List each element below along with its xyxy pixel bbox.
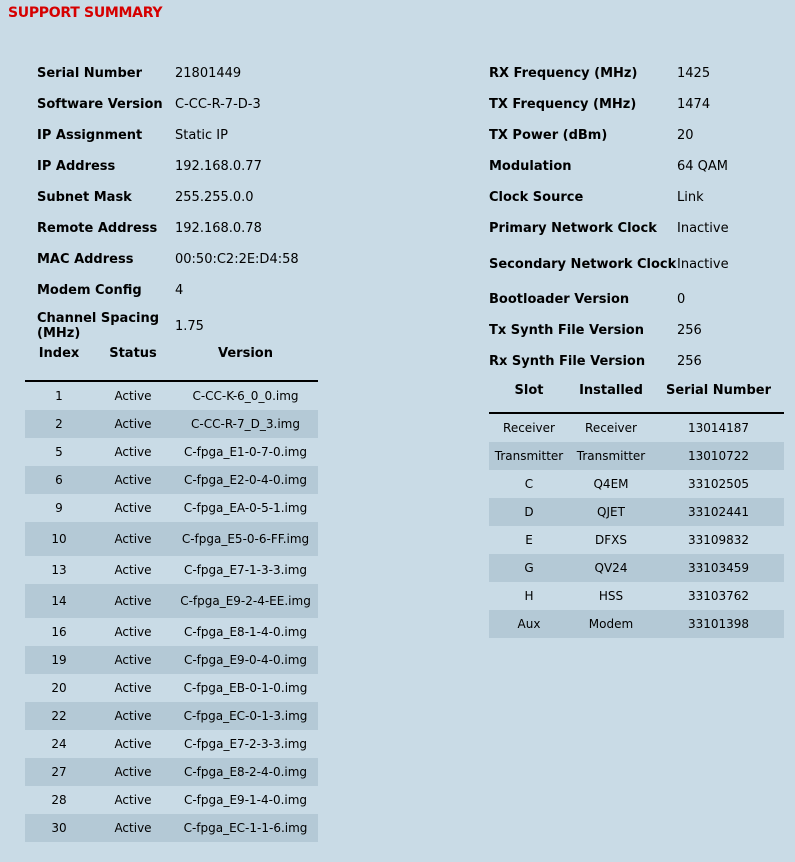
table-row [489, 413, 784, 442]
version-cell: C-fpga_E8-2-4-0.img [173, 758, 318, 786]
status-cell: Active [114, 563, 152, 577]
column-header-slot: Slot [489, 368, 569, 413]
installed-cell: HSS [598, 589, 624, 603]
radio-info-table [477, 58, 767, 377]
info-row-bootloader-version [477, 284, 767, 315]
table-row [25, 466, 318, 494]
info-row-channel-spacing [25, 306, 325, 346]
version-cell: C-fpga_E7-1-3-3.img [183, 563, 308, 577]
status-cell: Active [114, 681, 152, 695]
index-cell: 6 [25, 466, 93, 494]
installed-cell: Modem [569, 610, 653, 638]
info-row-remote-address [25, 213, 325, 244]
info-value: 64 QAM [677, 159, 729, 174]
info-row-modulation [477, 151, 767, 182]
info-value: 00:50:C2:2E:D4:58 [175, 252, 299, 267]
info-value: C-CC-R-7-D-3 [175, 97, 261, 112]
table-row [25, 758, 318, 786]
info-label: Secondary Network Clock [489, 256, 677, 272]
slot-cell: Receiver [503, 421, 555, 435]
info-row-mac-address [25, 244, 325, 275]
serial-cell: 33101398 [653, 610, 784, 638]
table-row [489, 470, 784, 498]
installed-cell: Q4EM [593, 477, 629, 491]
serial-cell: 13010722 [653, 442, 784, 470]
table-row [25, 646, 318, 674]
table-row [25, 556, 318, 584]
slot-cell: Transmitter [489, 442, 569, 470]
index-cell: 1 [55, 389, 63, 403]
installed-cell: Transmitter [569, 442, 653, 470]
info-value: Inactive [677, 256, 729, 272]
info-value: 256 [677, 323, 702, 338]
index-cell: 9 [55, 501, 63, 515]
status-cell: Active [114, 737, 152, 751]
info-label: IP Address [37, 159, 116, 174]
serial-cell: 33102441 [653, 498, 784, 526]
serial-cell: 33109832 [687, 533, 750, 547]
table-row [25, 522, 318, 556]
version-cell: C-fpga_E8-1-4-0.img [183, 625, 308, 639]
info-value: 1474 [677, 97, 711, 112]
info-value: 20 [677, 128, 694, 143]
table-row [25, 584, 318, 618]
slot-cell: G [489, 554, 569, 582]
index-cell: 30 [25, 814, 93, 842]
table-row [25, 674, 318, 702]
index-cell: 5 [55, 445, 63, 459]
table-header-row [25, 346, 318, 381]
info-value: 192.168.0.77 [175, 159, 262, 174]
version-cell: C-fpga_E2-0-4-0.img [173, 466, 318, 494]
version-cell: C-fpga_E5-0-6-FF.img [173, 522, 318, 556]
status-cell: Active [114, 389, 152, 403]
info-value: 192.168.0.78 [175, 221, 262, 236]
table-row [489, 498, 784, 526]
serial-cell: 13014187 [687, 421, 750, 435]
info-value: 1425 [677, 66, 711, 81]
slot-cell: C [524, 477, 534, 491]
info-value: Link [677, 190, 704, 205]
slot-cell: Aux [489, 610, 569, 638]
info-label: MAC Address [37, 252, 134, 267]
table-row [25, 438, 318, 466]
index-cell: 13 [51, 563, 67, 577]
column-header-installed: Installed [569, 368, 653, 413]
table-row [25, 702, 318, 730]
info-row-tx-synth-file-version [477, 315, 767, 346]
slot-cell: E [525, 533, 533, 547]
table-header-row [489, 368, 784, 413]
version-cell: C-CC-R-7_D_3.img [173, 410, 318, 438]
index-cell: 10 [25, 522, 93, 556]
column-header-version: Version [173, 346, 318, 381]
version-cell: C-fpga_EA-0-5-1.img [183, 501, 308, 515]
table-row [25, 730, 318, 758]
info-value: 1.75 [175, 318, 204, 334]
status-cell: Active [93, 410, 173, 438]
info-value: 4 [175, 283, 184, 298]
info-value: Inactive [677, 221, 729, 236]
info-row-tx-power [477, 120, 767, 151]
installed-cell: QJET [569, 498, 653, 526]
table-row [25, 494, 318, 522]
index-cell: 20 [51, 681, 67, 695]
installed-cell: Receiver [585, 421, 637, 435]
version-cell: C-fpga_E9-0-4-0.img [173, 646, 318, 674]
table-row [25, 381, 318, 410]
device-info-table [25, 58, 325, 346]
index-cell: 19 [25, 646, 93, 674]
table-row [25, 814, 318, 842]
table-row [25, 410, 318, 438]
software-version-table [25, 346, 318, 842]
info-row-modem-config [25, 275, 325, 306]
table-row [489, 610, 784, 638]
table-row [25, 618, 318, 646]
index-cell: 27 [25, 758, 93, 786]
info-row-ip-address [25, 151, 325, 182]
status-cell: Active [114, 501, 152, 515]
info-label: Rx Synth File Version [489, 354, 646, 369]
info-row-clock-source [477, 182, 767, 213]
index-cell: 28 [51, 793, 67, 807]
info-value: 256 [677, 354, 702, 369]
index-cell: 22 [25, 702, 93, 730]
version-cell: C-fpga_E9-2-4-EE.img [173, 584, 318, 618]
info-label: Software Version [37, 97, 163, 112]
table-row [489, 554, 784, 582]
info-row-ip-assignment [25, 120, 325, 151]
version-cell: C-fpga_E9-1-4-0.img [183, 793, 308, 807]
page-title: SUPPORT SUMMARY [8, 5, 163, 21]
serial-cell: 33103762 [687, 589, 750, 603]
index-cell: 24 [51, 737, 67, 751]
column-header-serial-number: Serial Number [653, 368, 784, 413]
info-label: Channel Spacing (MHz) [37, 311, 160, 341]
status-cell: Active [114, 445, 152, 459]
info-label: Bootloader Version [489, 292, 630, 307]
info-label: Tx Synth File Version [489, 323, 644, 338]
status-cell: Active [93, 814, 173, 842]
status-cell: Active [93, 758, 173, 786]
slot-inventory-table [489, 368, 784, 638]
info-value: 21801449 [175, 66, 242, 81]
index-cell: 16 [51, 625, 67, 639]
slot-cell: D [489, 498, 569, 526]
info-value: Static IP [175, 128, 228, 143]
info-label: Remote Address [37, 221, 158, 236]
info-row-serial-number [25, 58, 325, 89]
info-label: Modem Config [37, 283, 142, 298]
status-cell: Active [114, 793, 152, 807]
info-row-rx-frequency [477, 58, 767, 89]
table-row [489, 526, 784, 554]
version-cell: C-fpga_EC-0-1-3.img [173, 702, 318, 730]
status-cell: Active [93, 466, 173, 494]
column-header-index: Index [25, 346, 93, 381]
info-label: RX Frequency (MHz) [489, 66, 638, 81]
info-value: 255.255.0.0 [175, 190, 254, 205]
version-cell: C-fpga_E7-2-3-3.img [183, 737, 308, 751]
status-cell: Active [93, 702, 173, 730]
status-cell: Active [93, 584, 173, 618]
info-label: TX Power (dBm) [489, 128, 608, 143]
info-label: IP Assignment [37, 128, 143, 143]
slot-cell: H [524, 589, 534, 603]
table-row [489, 582, 784, 610]
info-row-subnet-mask [25, 182, 325, 213]
table-row [489, 442, 784, 470]
status-cell: Active [114, 625, 152, 639]
serial-cell: 33103459 [653, 554, 784, 582]
index-cell: 2 [25, 410, 93, 438]
info-row-software-version [25, 89, 325, 120]
info-label: Subnet Mask [37, 190, 132, 205]
info-row-tx-frequency [477, 89, 767, 120]
status-cell: Active [93, 522, 173, 556]
info-row-secondary-network-clock [477, 244, 767, 284]
installed-cell: DFXS [595, 533, 627, 547]
index-cell: 14 [25, 584, 93, 618]
status-cell: Active [93, 646, 173, 674]
info-row-primary-network-clock [477, 213, 767, 244]
version-cell: C-fpga_E1-0-7-0.img [183, 445, 308, 459]
version-cell: C-fpga_EB-0-1-0.img [183, 681, 308, 695]
version-cell: C-CC-K-6_0_0.img [192, 389, 299, 403]
version-cell: C-fpga_EC-1-1-6.img [173, 814, 318, 842]
serial-cell: 33102505 [687, 477, 750, 491]
installed-cell: QV24 [569, 554, 653, 582]
info-label: Clock Source [489, 190, 584, 205]
info-label: Primary Network Clock [489, 221, 657, 236]
info-value: 0 [677, 292, 686, 307]
info-label: Modulation [489, 159, 572, 174]
column-header-status: Status [93, 346, 173, 381]
info-label: Serial Number [37, 66, 143, 81]
info-label: TX Frequency (MHz) [489, 97, 637, 112]
table-row [25, 786, 318, 814]
